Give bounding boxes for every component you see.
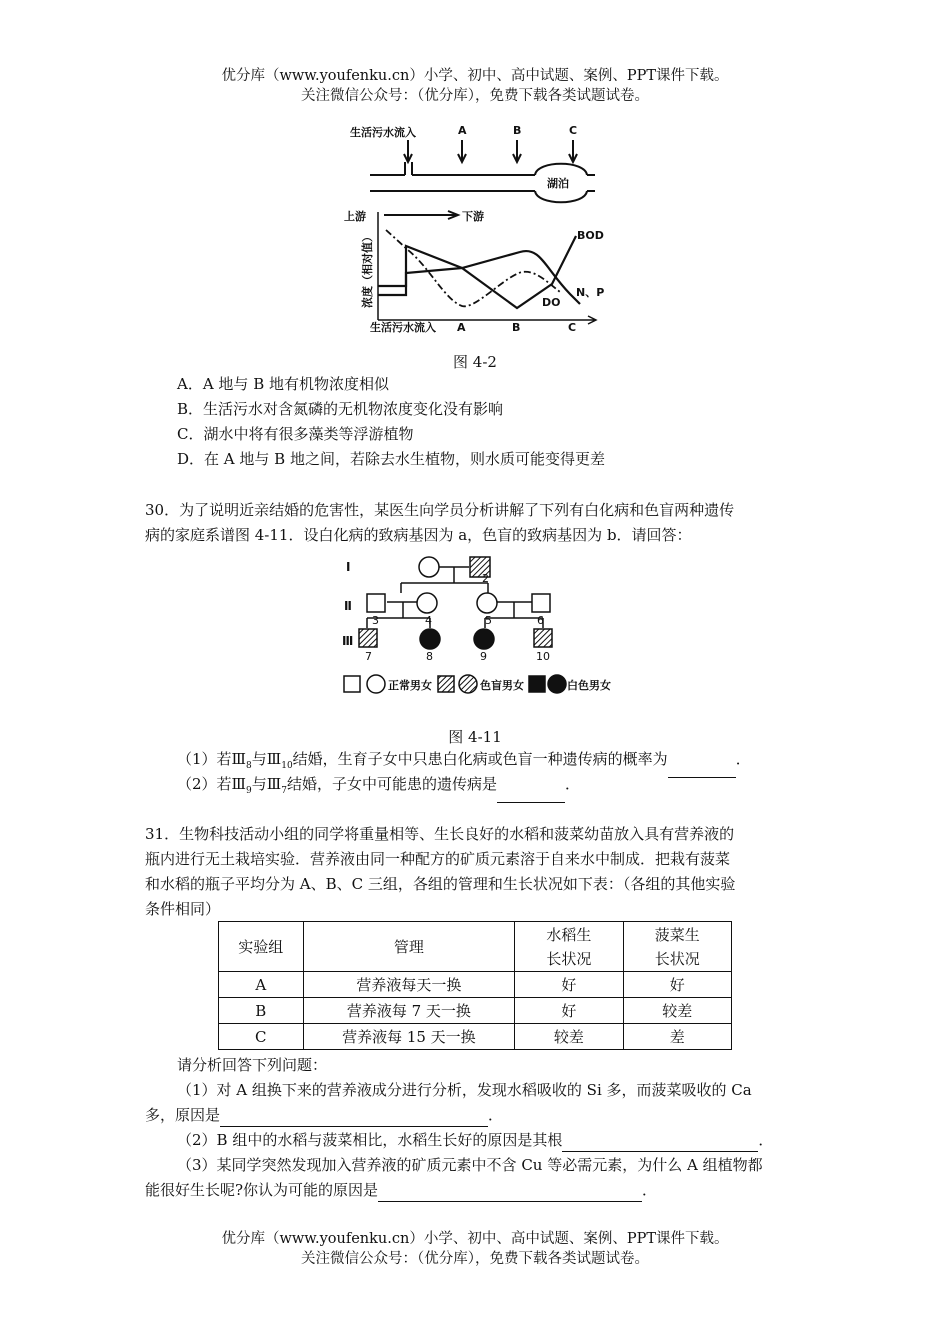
table-cell: B (219, 998, 304, 1024)
arrow-inflow (404, 140, 412, 162)
label-np: N、P (576, 286, 605, 299)
label-y-axis: 浓度（相对值） (361, 231, 374, 308)
legend-normal-male (344, 676, 360, 692)
individual-5 (477, 593, 497, 613)
legend-albino-female (548, 675, 566, 693)
q31-sub-1-line-2: 多，原因是 ． (145, 1103, 503, 1127)
legend-albino-label: 白色男女 (567, 679, 611, 692)
table-cell: 营养液每 7 天一换 (303, 998, 515, 1024)
label-upstream: 上游 (344, 210, 366, 223)
label-b: B (513, 124, 522, 137)
flow-arrow (384, 211, 458, 219)
option-c: C．湖水中将有很多藻类等浮游植物 (177, 425, 414, 443)
label-do: DO (542, 296, 561, 309)
id-9: 9 (480, 650, 487, 663)
individual-3 (367, 594, 385, 612)
individual-9 (474, 629, 494, 649)
footer-line-1: 优分库（www.youfenku.cn）小学、初中、高中试题、案例、PPT课件下载。 (221, 1231, 729, 1247)
figure-4-2 (340, 118, 620, 340)
inflow-pipe (405, 162, 412, 175)
q30-sub-1: （1）若$Ⅲ_8$与$Ⅲ_{10}$结婚，生育子女中只患白化病或色盲一种遗传病的概率为 ． (177, 747, 751, 778)
individual-1 (419, 557, 439, 577)
id-10: 10 (536, 650, 550, 663)
individual-10 (534, 629, 552, 647)
experiment-table (218, 921, 732, 1050)
q31-line-1: 31．生物科技活动小组的同学将重量相等、生长良好的水稻和菠菜幼苗放入具有营养液的 (145, 825, 735, 843)
table-header-group: 实验组 (219, 922, 304, 972)
table-cell: 较差 (515, 1024, 623, 1050)
table-header-row (219, 922, 732, 972)
id-4: 4 (425, 614, 432, 627)
label-lake: 湖泊 (547, 177, 569, 190)
table-header-spinach: 菠菜生 长状况 (623, 922, 731, 972)
id-6: 6 (537, 614, 544, 627)
individual-7 (359, 629, 377, 647)
gen-label-3: Ⅲ (342, 634, 354, 648)
option-a: A．A 地与 B 地有机物浓度相似 (177, 375, 389, 393)
q31-line-2: 瓶内进行无土栽培实验．营养液由同一种配方的矿质元素溶于自来水中制成．把栽有菠菜 (145, 850, 731, 868)
individual-8 (420, 629, 440, 649)
q31-sub-3-line-1: （3）某同学突然发现加入营养液的矿质元素中不含 Cu 等必需元素，为什么 A 组植物都 (177, 1156, 763, 1174)
table-cell: 好 (515, 998, 623, 1024)
legend-cb-label: 色盲男女 (480, 679, 524, 692)
table-cell: 较差 (623, 998, 731, 1024)
q31-line-4: 条件相同） (145, 900, 221, 918)
table-cell: C (219, 1024, 304, 1050)
gen-label-2: Ⅱ (344, 599, 352, 613)
label-x-b: B (512, 321, 521, 334)
individual-6 (532, 594, 550, 612)
table-cell: 好 (623, 972, 731, 998)
id-2: 2 (482, 572, 489, 585)
arrow-a (458, 140, 466, 162)
header-line-1: 优分库（www.youfenku.cn）小学、初中、高中试题、案例、PPT课件下载。 (221, 68, 729, 84)
answer-blank-q31-3[interactable] (378, 1183, 642, 1202)
q31-line-3: 和水稻的瓶子平均分为 A、B、C 三组，各组的管理和生长状况如下表：（各组的其他实验 (145, 875, 736, 893)
pedigree-chart (338, 552, 618, 698)
legend-normal-label: 正常男女 (388, 679, 432, 692)
table-cell: 好 (515, 972, 623, 998)
answer-blank-q30-1[interactable] (668, 759, 736, 778)
q31-sub-3-line-2: 能很好生长呢?你认为可能的原因是 ． (145, 1178, 657, 1202)
individual-4 (417, 593, 437, 613)
q30-line-1: 30．为了说明近亲结婚的危害性，某医生向学员分析讲解了下列有白化病和色盲两种遗传 (145, 501, 735, 519)
option-d: D．在 A 地与 B 地之间，若除去水生植物，则水质可能变得更差 (177, 450, 605, 468)
label-bod: BOD (577, 229, 604, 242)
q30-line-2: 病的家庭系谱图 4-11．设白化病的致病基因为 a，色盲的致病基因为 b．请回答： (145, 526, 692, 544)
table-row (219, 1024, 732, 1050)
table-cell: 营养液每 15 天一换 (303, 1024, 515, 1050)
label-inflow: 生活污水流入 (350, 126, 416, 139)
figure-4-11-caption: 图 4-11 (448, 728, 502, 746)
label-x-inflow: 生活污水流入 (370, 321, 436, 334)
id-5: 5 (485, 614, 492, 627)
legend-cb-female (459, 675, 477, 693)
answer-blank-q31-2[interactable] (562, 1133, 758, 1152)
option-b: B．生活污水对含氮磷的无机物浓度变化没有影响 (177, 400, 504, 418)
id-3: 3 (372, 614, 379, 627)
arrow-c (569, 140, 577, 162)
answer-blank-q31-1[interactable] (220, 1108, 488, 1127)
label-x-a: A (457, 321, 466, 334)
q31-prompt: 请分析回答下列问题： (177, 1056, 328, 1074)
arrow-b (513, 140, 521, 162)
q31-sub-1-line-1: （1）对 A 组换下来的营养液成分进行分析，发现水稻吸收的 Si 多，而菠菜吸收的 Ca (177, 1081, 752, 1099)
legend-normal-female (367, 675, 385, 693)
table-header-rice: 水稻生 长状况 (515, 922, 623, 972)
header-line-2: 关注微信公众号：（优分库），免费下载各类试题试卷。 (301, 88, 649, 104)
legend-cb-male (438, 676, 454, 692)
label-downstream: 下游 (462, 210, 484, 223)
q30-sub-2: （2）若$Ⅲ_9$与$Ⅲ_7$结婚，子女中可能患的遗传病是 ． (177, 772, 580, 803)
answer-blank-q30-2[interactable] (497, 784, 565, 803)
table-cell: A (219, 972, 304, 998)
table-cell: 营养液每天一换 (303, 972, 515, 998)
table-row (219, 972, 732, 998)
curve-do (386, 230, 560, 306)
table-cell: 差 (623, 1024, 731, 1050)
q31-sub-2: （2）B 组中的水稻与菠菜相比，水稻生长好的原因是其根 ． (177, 1128, 773, 1152)
gen-label-1: Ⅰ (346, 560, 351, 574)
label-x-c: C (568, 321, 577, 334)
table-header-management: 管理 (303, 922, 515, 972)
label-a: A (458, 124, 467, 137)
label-c: C (569, 124, 578, 137)
id-7: 7 (365, 650, 372, 663)
table-row (219, 998, 732, 1024)
id-8: 8 (426, 650, 433, 663)
footer-line-2: 关注微信公众号：（优分库），免费下载各类试题试卷。 (301, 1251, 649, 1267)
figure-4-2-caption: 图 4-2 (453, 353, 497, 371)
legend-albino-male (529, 676, 545, 692)
